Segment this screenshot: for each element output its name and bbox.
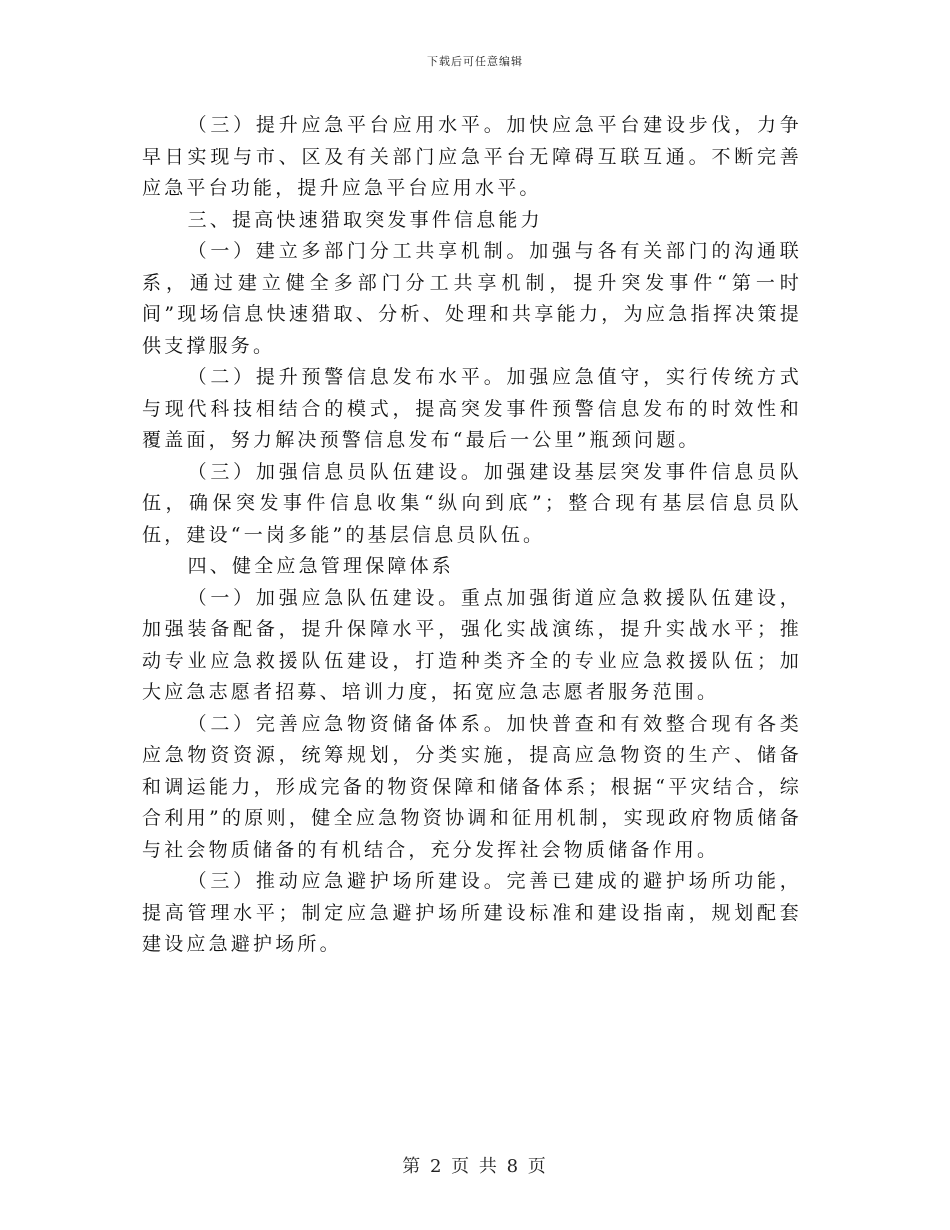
paragraph-informant-team: （三）加强信息员队伍建设。加强建设基层突发事件信息员队伍，确保突发事件信息收集“纵向到底”；整合现有基层信息员队伍，建设“一岗多能”的基层信息员队伍。 xyxy=(142,460,802,546)
paragraph-sharing-mechanism: （一）建立多部门分工共享机制。加强与各有关部门的沟通联系，通过建立健全多部门分工共享机制，提升突发事件“第一时间”现场信息快速猎取、分析、处理和共享能力，为应急指挥决策提供支撑服务。 xyxy=(142,240,802,357)
page-header: 下载后可任意编辑 xyxy=(427,55,523,68)
paragraph-warning-release: （二）提升预警信息发布水平。加强应急值守，实行传统方式与现代科技相结合的模式，提高突发事件预警信息发布的时效性和覆盖面，努力解决预警信息发布“最后一公里”瓶颈问题。 xyxy=(142,366,802,451)
paragraph-platform-level: （三）提升应急平台应用水平。加快应急平台建设步伐，力争早日实现与市、区及有关部门应急平台无障碍互联互通。不断完善应急平台功能，提升应急平台应用水平。 xyxy=(142,114,802,199)
paragraph-rescue-team: （一）加强应急队伍建设。重点加强街道应急救援队伍建设，加强装备配备，提升保障水平，强化实战演练，提升实战水平；推动专业应急救援队伍建设，打造种类齐全的专业应急救援队伍；加大应急志愿者招募、培训力度，拓宽应急志愿者服务范围。 xyxy=(142,586,802,703)
section-heading-guarantee-system: 四、健全应急管理保障体系 xyxy=(187,555,454,577)
paragraph-material-reserve: （二）完善应急物资储备体系。加快普查和有效整合现有各类应急物资资源，统筹规划，分类实施，提高应急物资的生产、储备和调运能力，形成完备的物资保障和储备体系；根据“平灾结合，综合利用”的原则，健全应急物资协调和征用机制，实现政府物质储备与社会物质储备的有机结合，充分发挥社会物质储备作用。 xyxy=(142,712,802,861)
paragraph-shelter-construction: （三）推动应急避护场所建设。完善已建成的避护场所功能，提高管理水平；制定应急避护场所建设标准和建设指南，规划配套建设应急避护场所。 xyxy=(142,870,802,955)
page-number: 第 2 页 共 8 页 xyxy=(402,1156,548,1177)
document-body xyxy=(142,110,802,961)
section-heading-info-capability: 三、提高快速猎取突发事件信息能力 xyxy=(187,208,543,231)
